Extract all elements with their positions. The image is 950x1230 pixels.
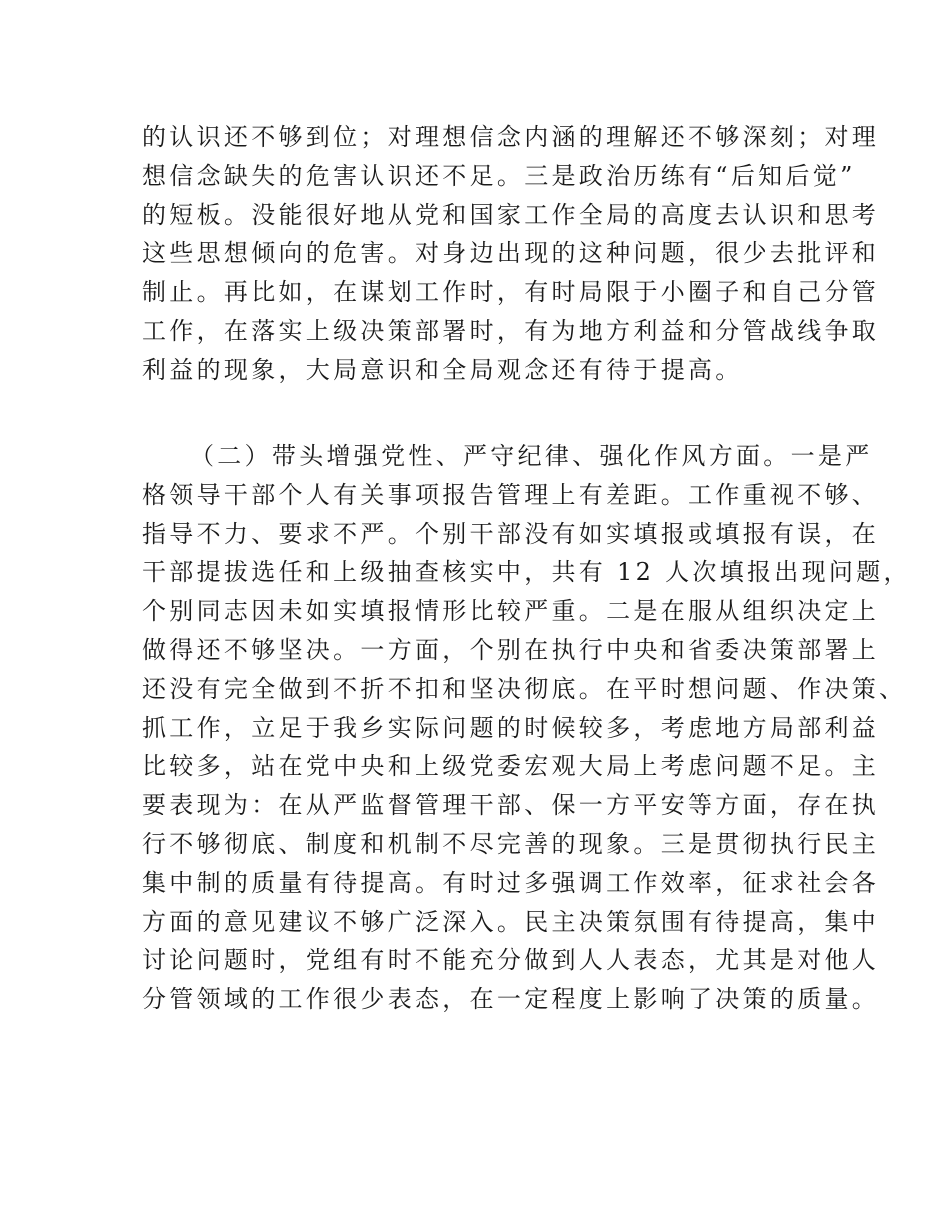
text-line: 个别同志因未如实填报情形比较严重。二是在服从组织决定上 [142,597,880,626]
text-line: 还没有完全做到不折不扣和坚决彻底。在平时想问题、作决策、 [142,674,907,703]
text-line: 行不够彻底、制度和机制不尽完善的现象。三是贯彻执行民主 [142,829,880,858]
paragraph-2 [142,437,911,1019]
text-line: 的认识还不够到位；对理想信念内涵的理解还不够深刻；对理 [142,123,880,151]
paragraph-1 [142,118,880,390]
text-line: 制止。再比如，在谋划工作时，有时局限于小圈子和自己分管 [142,278,880,307]
text-line: 方面的意见建议不够广泛深入。民主决策氛围有待提高，集中 [142,907,880,936]
text-line: 这些思想倾向的危害。对身边出现的这种问题，很少去批评和 [142,239,880,268]
text-line: 干部提拔选任和上级抽查核实中，共有 12 人次填报出现问题， [142,558,911,587]
text-line: （二）带头增强党性、严守纪律、强化作风方面。一是严 [190,442,873,470]
text-line: 分管领域的工作很少表态，在一定程度上影响了决策的质量。 [142,985,880,1014]
text-line: 做得还不够坚决。一方面，个别在执行中央和省委决策部署上 [142,635,880,664]
text-line: 想信念缺失的危害认识还不足。三是政治历练有“后知后觉” [142,161,856,190]
text-line: 格领导干部个人有关事项报告管理上有差距。工作重视不够、 [142,480,880,509]
text-line: 比较多，站在党中央和上级党委宏观大局上考虑问题不足。主 [142,752,880,781]
text-line: 工作，在落实上级决策部署时，有为地方利益和分管战线争取 [142,316,880,345]
text-line: 指导不力、要求不严。个别干部没有如实填报或填报有误，在 [142,519,880,548]
text-line: 抓工作，立足于我乡实际问题的时候较多，考虑地方局部利益 [142,713,880,742]
text-line: 利益的现象，大局意识和全局观念还有待于提高。 [142,355,743,384]
text-line: 的短板。没能很好地从党和国家工作全局的高度去认识和思考 [142,200,880,229]
text-line: 要表现为：在从严监督管理干部、保一方平安等方面，存在执 [142,791,880,820]
text-line: 集中制的质量有待提高。有时过多强调工作效率，征求社会各 [142,868,880,897]
text-line: 讨论问题时，党组有时不能充分做到人人表态，尤其是对他人 [142,946,880,975]
